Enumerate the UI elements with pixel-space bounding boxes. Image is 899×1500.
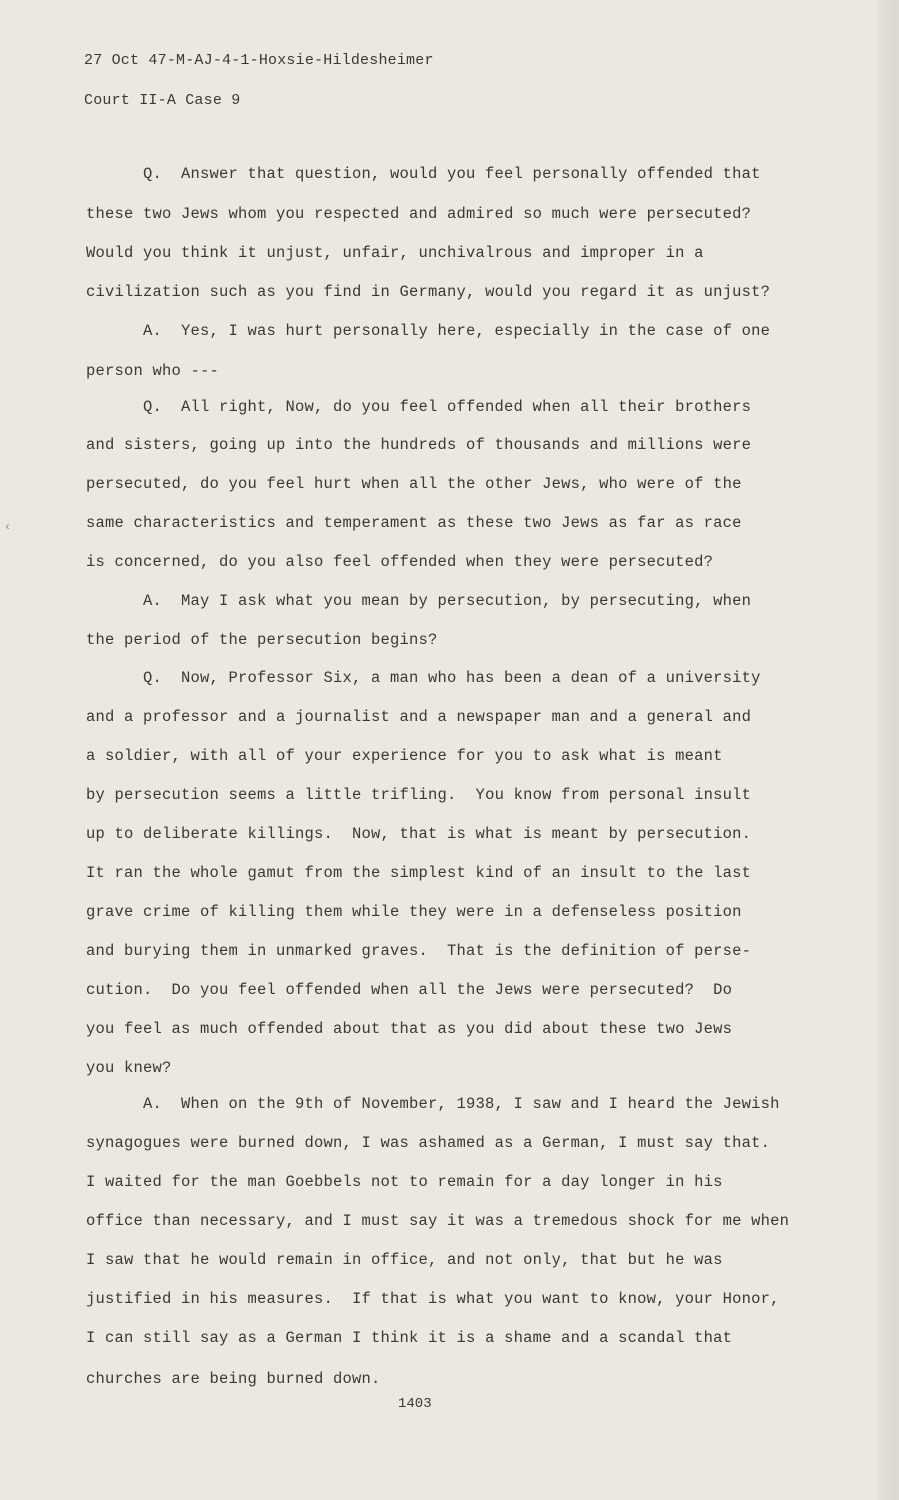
transcript-line: office than necessary, and I must say it was a tremedous shock for me when	[86, 1212, 790, 1230]
transcript-line: I waited for the man Goebbels not to remain for a day longer in his	[86, 1173, 723, 1191]
transcript-line: persecuted, do you feel hurt when all the other Jews, who were of the	[86, 475, 742, 493]
transcript-line: It ran the whole gamut from the simplest kind of an insult to the last	[86, 864, 752, 882]
page-edge	[877, 0, 899, 1500]
header-line-1: 27 Oct 47-M-AJ-4-1-Hoxsie-Hildesheimer	[84, 52, 434, 69]
transcript-line: A. When on the 9th of November, 1938, I saw and I heard the Jewish	[143, 1095, 780, 1113]
transcript-line: same characteristics and temperament as these two Jews as far as race	[86, 514, 742, 532]
page-number: 1403	[398, 1396, 432, 1412]
transcript-line: Q. Now, Professor Six, a man who has been a dean of a university	[143, 669, 761, 687]
transcript-line: and a professor and a journalist and a newspaper man and a general and	[86, 708, 752, 726]
transcript-line: and sisters, going up into the hundreds of thousands and millions were	[86, 436, 752, 454]
transcript-line: Q. Answer that question, would you feel personally offended that	[143, 165, 761, 183]
transcript-line: I can still say as a German I think it is a shame and a scandal that	[86, 1329, 733, 1347]
transcript-line: you feel as much offended about that as you did about these two Jews	[86, 1020, 733, 1038]
transcript-line: Would you think it unjust, unfair, unchivalrous and improper in a	[86, 244, 704, 262]
transcript-line: Q. All right, Now, do you feel offended when all their brothers	[143, 398, 752, 416]
transcript-line: the period of the persecution begins?	[86, 631, 438, 649]
transcript-line: you knew?	[86, 1059, 172, 1077]
transcript-line: person who ---	[86, 362, 220, 380]
transcript-line: synagogues were burned down, I was ashamed as a German, I must say that.	[86, 1134, 771, 1152]
transcript-line: by persecution seems a little trifling. You know from personal insult	[86, 786, 752, 804]
header-line-2: Court II-A Case 9	[84, 92, 241, 109]
transcript-line: grave crime of killing them while they were in a defenseless position	[86, 903, 742, 921]
transcript-line: A. Yes, I was hurt personally here, especially in the case of one	[143, 322, 771, 340]
transcript-line: civilization such as you find in Germany, would you regard it as unjust?	[86, 283, 771, 301]
transcript-line: cution. Do you feel offended when all the Jews were persecuted? Do	[86, 981, 733, 999]
transcript-line: up to deliberate killings. Now, that is what is meant by persecution.	[86, 825, 752, 843]
transcript-line: these two Jews whom you respected and admired so much were persecuted?	[86, 205, 752, 223]
transcript-line: justified in his measures. If that is what you want to know, your Honor,	[86, 1290, 780, 1308]
margin-mark: ‹	[4, 520, 12, 534]
transcript-line: churches are being burned down.	[86, 1370, 381, 1388]
transcript-line: and burying them in unmarked graves. That is the definition of perse-	[86, 942, 752, 960]
transcript-line: I saw that he would remain in office, and not only, that but he was	[86, 1251, 723, 1269]
transcript-line: A. May I ask what you mean by persecution, by persecuting, when	[143, 592, 752, 610]
transcript-line: a soldier, with all of your experience for you to ask what is meant	[86, 747, 723, 765]
transcript-line: is concerned, do you also feel offended when they were persecuted?	[86, 553, 714, 571]
